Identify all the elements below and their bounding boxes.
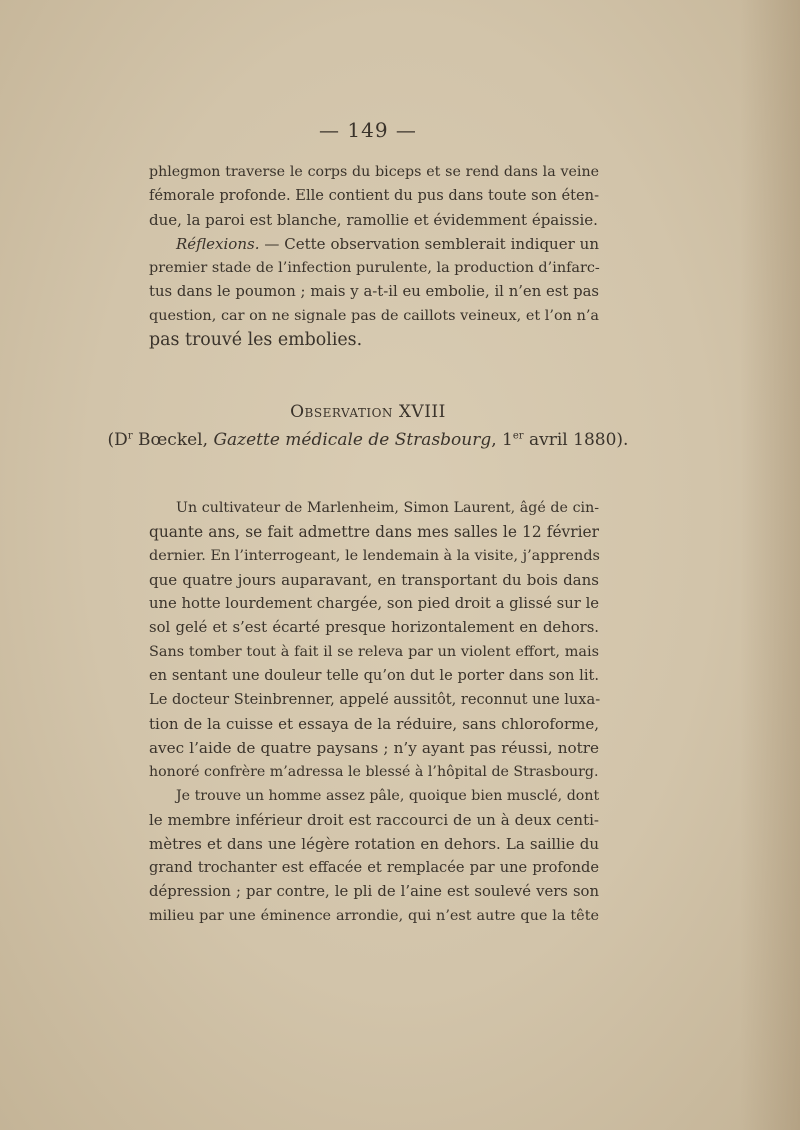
- source-dr-superscript: r: [127, 430, 133, 442]
- text-line: quante ans, se fait admettre dans mes salles le 12 février: [149, 523, 599, 541]
- text-line: due, la paroi est blanche, ramollie et évidemment épaissie.: [149, 211, 598, 229]
- text-line: sol gelé et s’est écarté presque horizontalement en dehors.: [149, 619, 599, 636]
- source-er-superscript: er: [512, 430, 524, 442]
- text-line: Un cultivateur de Marlenheim, Simon Laurent, âgé de cin-: [176, 500, 599, 516]
- reflexions-label: Réflexions.: [176, 235, 260, 253]
- text-line: en sentant une douleur telle qu’on dut le porter dans son lit.: [149, 667, 599, 684]
- source-date-start: , 1: [491, 430, 513, 450]
- observation-title-prefix: Observation: [290, 402, 393, 422]
- text-line: mètres et dans une légère rotation en dehors. La saillie du: [149, 835, 599, 853]
- observation-source: [0, 430, 736, 450]
- text-line: milieu par une éminence arrondie, qui n’est autre que la tête: [149, 908, 599, 924]
- text-line: Le docteur Steinbrenner, appelé aussitôt, reconnut une luxa-: [149, 691, 601, 708]
- reflexions-first-line-text: — Cette observation semblerait indiquer un: [259, 235, 599, 253]
- source-journal: Gazette médicale de Strasbourg: [213, 430, 492, 450]
- text-line: fémorale profonde. Elle contient du pus dans toute son éten-: [149, 187, 599, 204]
- page-number: — 149 —: [319, 118, 417, 142]
- text-line: premier stade de l’infection purulente, la production d’infarc-: [149, 260, 600, 276]
- text-line: phlegmon traverse le corps du biceps et se rend dans la veine: [149, 164, 599, 180]
- text-line: une hotte lourdement chargée, son pied droit a glissé sur le: [149, 595, 600, 612]
- text-line: avec l’aide de quatre paysans ; n’y ayant pas réussi, notre: [149, 739, 599, 757]
- text-line: Sans tomber tout à fait il se releva par un violent effort, mais: [149, 644, 599, 660]
- source-author: Bœckel,: [132, 430, 214, 450]
- text-line: pas trouvé les embolies.: [149, 330, 363, 350]
- text-line: dépression ; par contre, le pli de l’aine est soulevé vers son: [149, 883, 599, 900]
- source-open: (D: [107, 430, 128, 450]
- text-line: que quatre jours auparavant, en transportant du bois dans: [149, 571, 599, 589]
- page-edge-shadow: [740, 0, 800, 1130]
- text-line: Je trouve un homme assez pâle, quoique bien musclé, dont: [176, 788, 600, 804]
- text-line: dernier. En l’interrogeant, le lendemain à la visite, j’apprends: [149, 548, 600, 564]
- observation-title-number: XVIII: [398, 402, 446, 422]
- text-line: tion de la cuisse et essaya de la réduire, sans chloroforme,: [149, 715, 599, 733]
- text-line: question, car on ne signale pas de caillots veineux, et l’on n’a: [149, 308, 599, 324]
- text-line: le membre inférieur droit est raccourci de un à deux centi-: [149, 811, 599, 829]
- source-date-end: avril 1880).: [523, 430, 629, 450]
- text-line: grand trochanter est effacée et remplacée par une profonde: [149, 859, 599, 876]
- text-line: tus dans le poumon ; mais y a-t-il eu embolie, il n’en est pas: [149, 283, 599, 300]
- text-line: honoré confrère m’adressa le blessé à l’hôpital de Strasbourg.: [149, 764, 599, 780]
- reflexions-first-line: [176, 232, 599, 256]
- observation-title: [0, 402, 736, 422]
